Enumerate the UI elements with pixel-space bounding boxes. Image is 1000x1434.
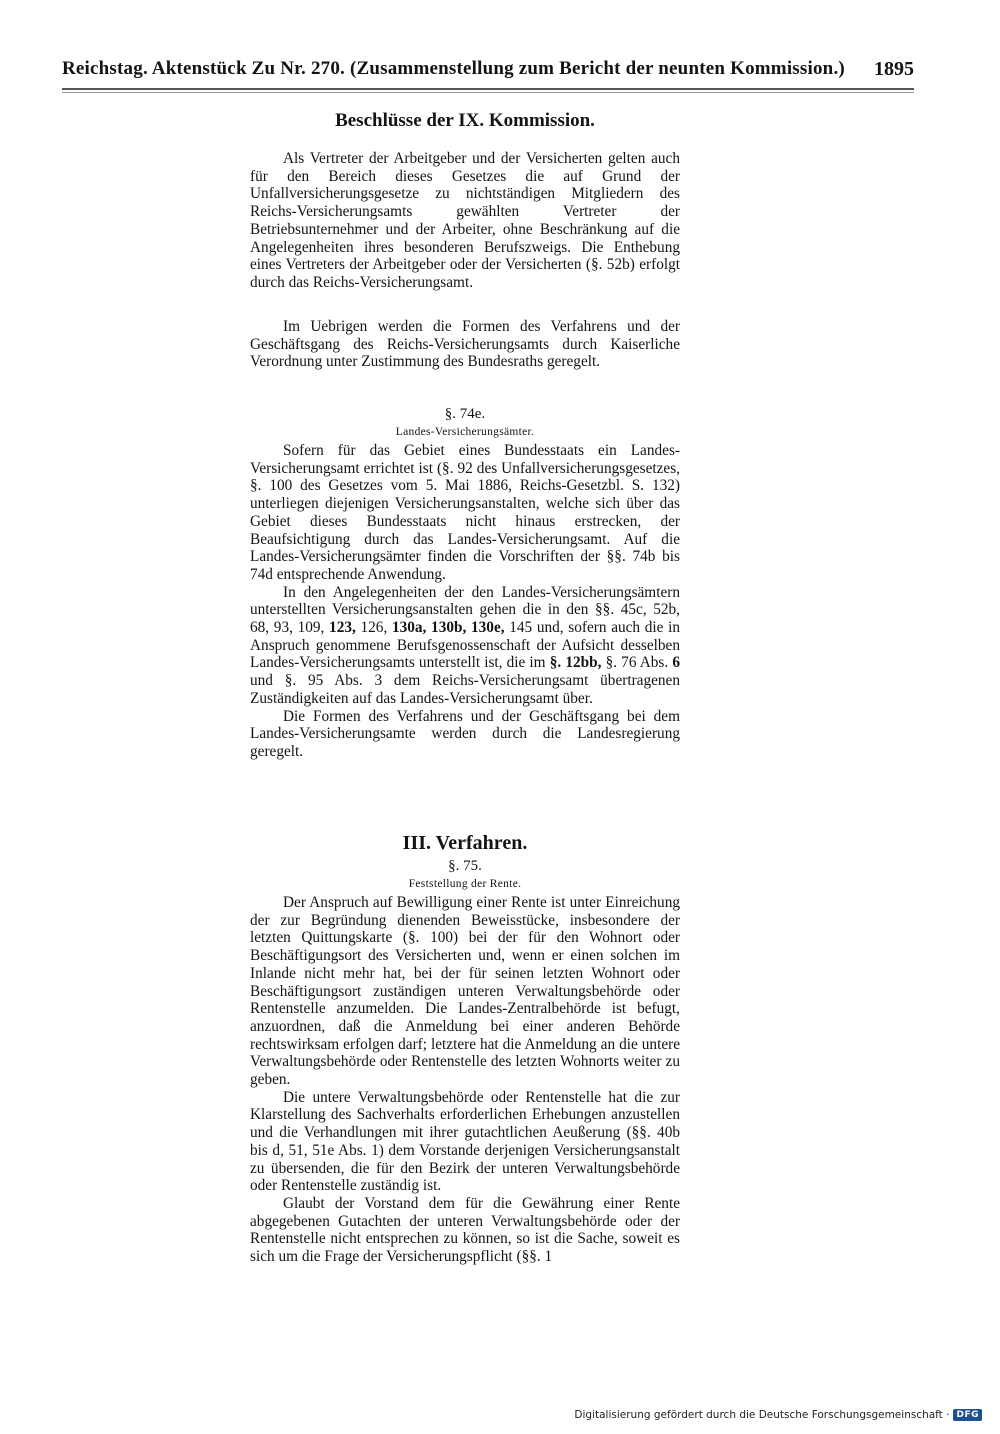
section-75-body bbox=[250, 894, 680, 1266]
section-74e-body bbox=[250, 442, 680, 761]
s74e-p2-bold-3: §. 12bb, bbox=[549, 654, 602, 672]
header-rule bbox=[62, 88, 914, 93]
s74e-p2-text-a: In den Angelegenheiten der den Landes-Versicherungsämtern unterstellten Versicherungsanstalten gehen die in den §§. 45c, 52b, 68, 93, 109, bbox=[250, 583, 680, 637]
s74e-p2-text-f: und §. 95 Abs. 3 dem Reichs-Versicherungsamt übertragenen Zuständigkeiten auf das Landes-Versicherungsamt über. bbox=[250, 672, 680, 707]
part-3-title: III. Verfahren. bbox=[402, 832, 528, 854]
intro-paragraph-1: Als Vertreter der Arbeitgeber und der Versicherten gelten auch für den Bereich dieses Gesetzes die auf Grund der Unfallversicherungsgesetze zu nichtständigen Mitgliedern des Reichs-Versicherungsamts gewählten Vertreter der Betriebsunternehmer und der Arbeiter, ohne Beschränkung auf die Angelegenheiten ihres besonderen Berufszweigs. Die Enthebung eines Vertreters der Arbeitgeber oder der Versicherten (§. 52b) erfolgt durch das Reichs-Versicherungsamt. bbox=[250, 150, 680, 291]
intro-paragraph-2: Im Uebrigen werden die Formen des Verfahrens und der Geschäftsgang des Reichs-Versicherungsamts durch Kaiserliche Verordnung unter Zustimmung des Bundesraths geregelt. bbox=[250, 318, 680, 371]
s74e-p2-text-d: 145 und, sofern auch die in Anspruch genommene Berufsgenossenschaft der Aufsicht desselben Landes-Versicherungsamts unterstellt ist, die im bbox=[250, 619, 681, 672]
running-title: Reichstag. Aktenstück Zu Nr. 270. (Zusammenstellung zum Bericht der neunten Kommission.) bbox=[62, 58, 845, 79]
s74e-p2-bold-4: 6 bbox=[672, 654, 680, 672]
s74e-p2-bold-2: 130a, 130b, 130e, bbox=[391, 619, 505, 637]
section-74e-heading: Landes-Versicherungsämter. bbox=[395, 426, 535, 438]
running-header bbox=[62, 58, 914, 84]
section-74e-number: §. 74e. bbox=[444, 406, 486, 422]
s74e-p2-bold-1: 123, bbox=[329, 619, 356, 637]
page-number: 1895 bbox=[874, 58, 914, 80]
digitization-footer bbox=[574, 1409, 982, 1421]
s75-paragraph-3: Glaubt der Vorstand dem für die Gewährung einer Rente abgegebenen Gutachten der unteren Verwaltungsbehörde oder der Rentenstelle nicht entsprechen zu können, so ist die Sache, soweit es sich um die Frage der Versicherungspflicht (§§. 1 bbox=[250, 1194, 680, 1266]
intro-section-2 bbox=[250, 318, 680, 371]
document-title: Beschlüsse der IX. Kommission. bbox=[335, 110, 595, 131]
section-75-heading: Feststellung der Rente. bbox=[408, 878, 522, 890]
s74e-paragraph-3: Die Formen des Verfahrens und der Geschäftsgang bei dem Landes-Versicherungsamte werden durch die Landesregierung geregelt. bbox=[250, 707, 680, 760]
footer-text: Digitalisierung gefördert durch die Deutsche Forschungsgemeinschaft · bbox=[574, 1409, 950, 1421]
s75-paragraph-1: Der Anspruch auf Bewilligung einer Rente ist unter Einreichung der zur Begründung dienenden Beweisstücke, insbesondere der letzten Quittungskarte (§. 100) bei der für den Wohnort oder Beschäftigungsort des Versicherten und, wenn er einen solchen im Inlande nicht mehr hat, bei der für seinen letzten Wohnort oder Beschäftigungsort zuständigen unteren Verwaltungsbehörde oder Rentenstelle anzumelden. Die Landes-Zentralbehörde ist befugt, anzuordnen, daß die Anmeldung bei einer anderen Behörde rechtswirksam erfolgen darf; letztere hat die Anmeldung an die untere Verwaltungsbehörde oder Rentenstelle des letzten Wohnorts weiter zu geben. bbox=[250, 894, 680, 1089]
s75-paragraph-2: Die untere Verwaltungsbehörde oder Rentenstelle hat die zur Klarstellung des Sachverhalts erforderlichen Erhebungen anzustellen und die Verhandlungen mit ihrer gutachtlichen Aeußerung (§§. 40b bis d, 51, 51e Abs. 1) dem Vorstande derjenigen Versicherungsanstalt zu übersenden, die für den Bezirk der unteren Verwaltungsbehörde oder Rentenstelle zuständig ist. bbox=[250, 1088, 680, 1195]
section-75-number: §. 75. bbox=[448, 858, 482, 874]
intro-section bbox=[250, 150, 680, 292]
s74e-p2-text-e: §. 76 Abs. bbox=[601, 654, 673, 672]
dfg-logo-icon: DFG bbox=[953, 1409, 982, 1421]
s74e-paragraph-2 bbox=[250, 584, 680, 708]
s74e-p2-text-c: 126, bbox=[355, 619, 392, 637]
s74e-paragraph-1: Sofern für das Gebiet eines Bundesstaats ein Landes-Versicherungsamt errichtet ist (§. 92 des Unfallversicherungsgesetzes, §. 100 des Gesetzes vom 5. Mai 1886, Reichs-Gesetzbl. S. 132) unterliegen diejenigen Versicherungsanstalten, welche sich über das Gebiet dieses Bundesstaats nicht hinaus erstrecken, der Beaufsichtigung durch das Landes-Versicherungsamt. Auf die Landes-Versicherungsämter finden die Vorschriften der §§. 74b bis 74d entsprechende Anwendung. bbox=[250, 442, 680, 583]
